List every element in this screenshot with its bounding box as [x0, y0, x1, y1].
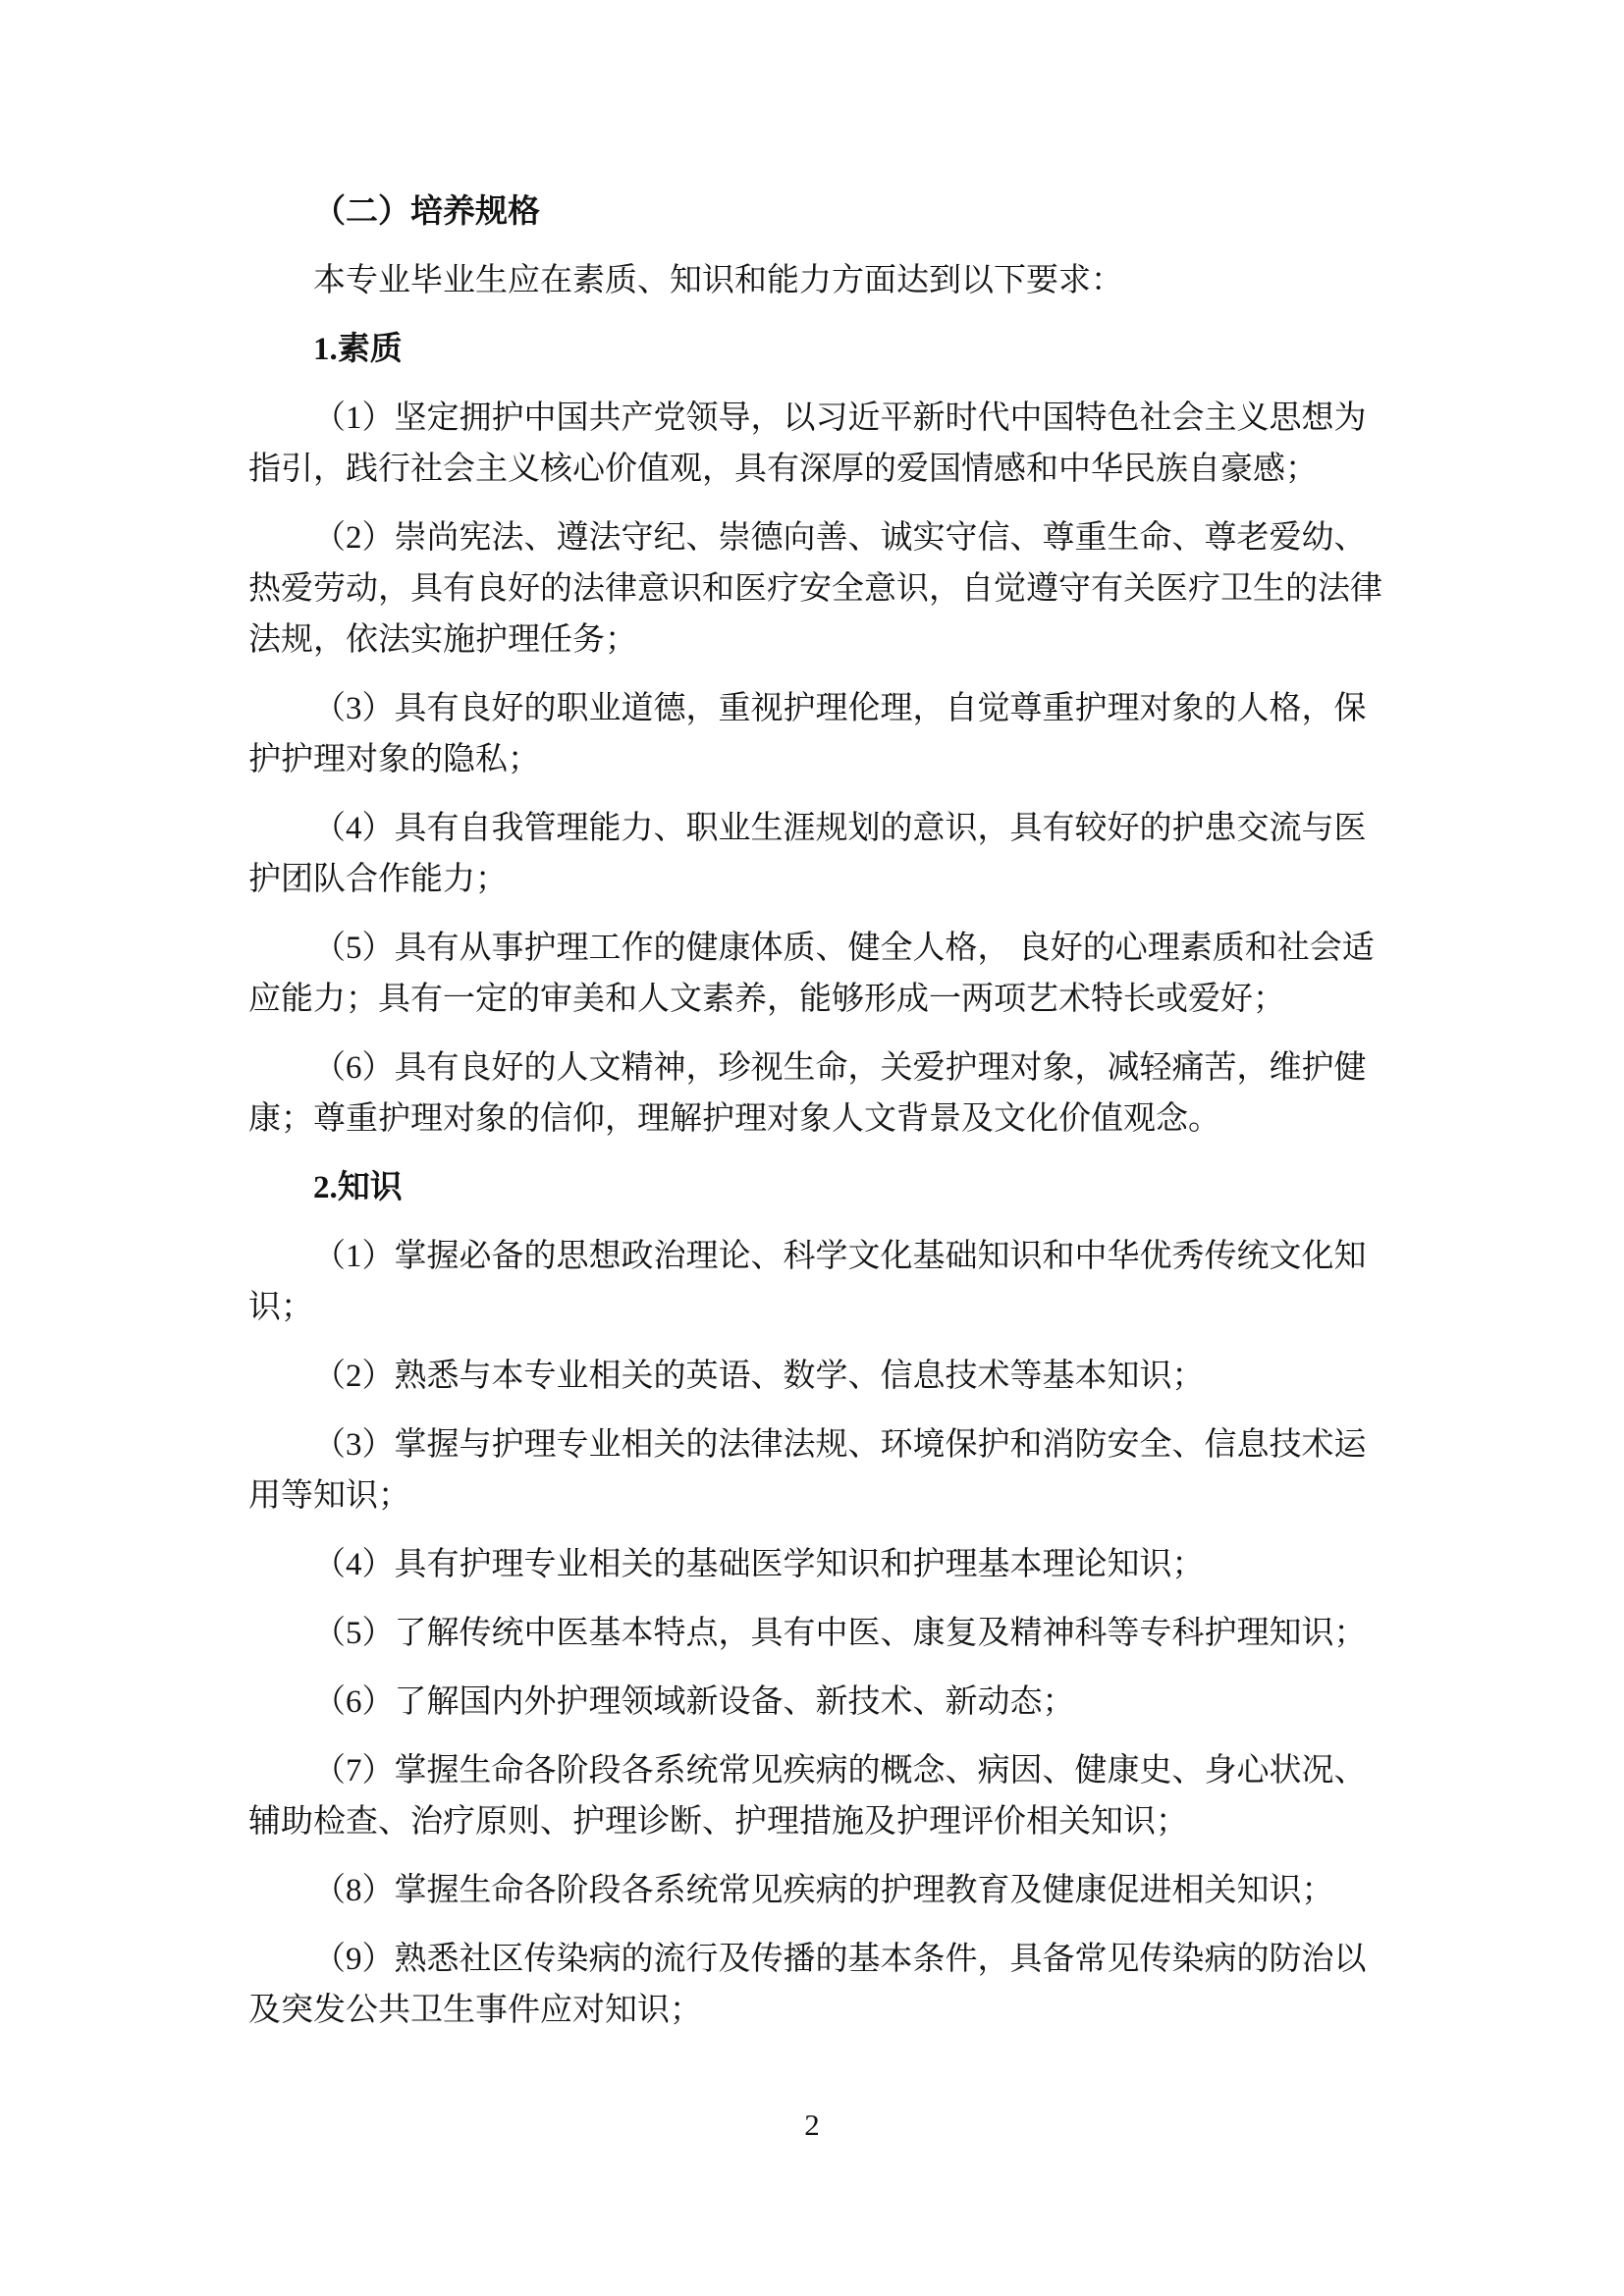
text-line: （8）掌握生命各阶段各系统常见疾病的护理教育及健康促进相关知识；	[313, 1873, 1334, 1908]
subsection-knowledge	[248, 1162, 1466, 1213]
quality-item-3	[248, 683, 1466, 785]
text-line: 护团队合作能力；	[248, 862, 508, 897]
text-line: 应能力；具有一定的审美和人文素养，能够形成一两项艺术特长或爱好；	[248, 982, 1285, 1017]
document-content	[248, 187, 1466, 2054]
knowledge-item-8	[248, 1865, 1466, 1916]
knowledge-item-3	[248, 1419, 1466, 1522]
text-line: （二）培养规格	[313, 194, 540, 230]
text-line: 用等知识；	[248, 1478, 410, 1514]
quality-item-2	[248, 512, 1466, 666]
page-number: 2	[804, 2108, 820, 2142]
quality-item-4	[248, 803, 1466, 905]
text-line: 康；尊重护理对象的信仰，理解护理对象人文背景及文化价值观念。	[248, 1101, 1220, 1137]
text-line: （6）了解国内外护理领域新设备、新技术、新动态；	[313, 1684, 1075, 1720]
knowledge-item-7	[248, 1745, 1466, 1847]
knowledge-item-4	[248, 1539, 1466, 1590]
text-line: （9）熟悉社区传染病的流行及传播的基本条件，具备常见传染病的防治以	[313, 1942, 1367, 1977]
knowledge-item-2	[248, 1351, 1466, 1402]
subsection-quality	[248, 324, 1466, 375]
knowledge-item-9	[248, 1934, 1466, 2036]
text-line: （6）具有良好的人文精神，珍视生命，关爱护理对象，减轻痛苦，维护健	[313, 1050, 1367, 1086]
knowledge-item-1	[248, 1231, 1466, 1333]
knowledge-item-6	[248, 1677, 1466, 1728]
quality-item-6	[248, 1042, 1466, 1145]
quality-item-1	[248, 393, 1466, 495]
section-heading	[248, 187, 1466, 238]
text-line: 本专业毕业生应在素质、知识和能力方面达到以下要求：	[313, 263, 1123, 298]
text-line: 法规，依法实施护理任务；	[248, 622, 637, 658]
text-line: 护护理对象的隐私；	[248, 742, 540, 777]
text-line: （3）掌握与护理专业相关的法律法规、环境保护和消防安全、信息技术运	[313, 1427, 1367, 1463]
quality-item-5	[248, 923, 1466, 1025]
text-line: 辅助检查、治疗原则、护理诊断、护理措施及护理评价相关知识；	[248, 1804, 1188, 1840]
intro-paragraph	[248, 255, 1466, 306]
text-line: （4）具有护理专业相关的基础医学知识和护理基本理论知识；	[313, 1547, 1205, 1582]
text-line: 2.知识	[313, 1170, 403, 1205]
text-line: （1）坚定拥护中国共产党领导，以习近平新时代中国特色社会主义思想为	[313, 400, 1367, 436]
text-line: 指引，践行社会主义核心价值观，具有深厚的爱国情感和中华民族自豪感；	[248, 452, 1318, 487]
text-line: （1）掌握必备的思想政治理论、科学文化基础知识和中华优秀传统文化知	[313, 1239, 1367, 1274]
knowledge-item-5	[248, 1608, 1466, 1659]
text-line: （2）熟悉与本专业相关的英语、数学、信息技术等基本知识；	[313, 1359, 1205, 1394]
text-line: （2）崇尚宪法、遵法守纪、崇德向善、诚实守信、尊重生命、尊老爱幼、	[313, 520, 1367, 556]
text-line: 及突发公共卫生事件应对知识；	[248, 1993, 702, 2028]
text-line: （4）具有自我管理能力、职业生涯规划的意识，具有较好的护患交流与医	[313, 811, 1367, 846]
text-line: （3）具有良好的职业道德，重视护理伦理，自觉尊重护理对象的人格，保	[313, 691, 1367, 726]
text-line: 热爱劳动，具有良好的法律意识和医疗安全意识，自觉遵守有关医疗卫生的法律	[248, 571, 1382, 607]
text-line: 识；	[248, 1290, 313, 1325]
text-line: （5）具有从事护理工作的健康体质、健全人格， 良好的心理素质和社会适	[313, 931, 1375, 966]
text-line: （7）掌握生命各阶段各系统常见疾病的概念、病因、健康史、身心状况、	[313, 1753, 1367, 1789]
text-line: 1.素质	[313, 332, 403, 367]
text-line: （5）了解传统中医基本特点，具有中医、康复及精神科等专科护理知识；	[313, 1616, 1367, 1651]
